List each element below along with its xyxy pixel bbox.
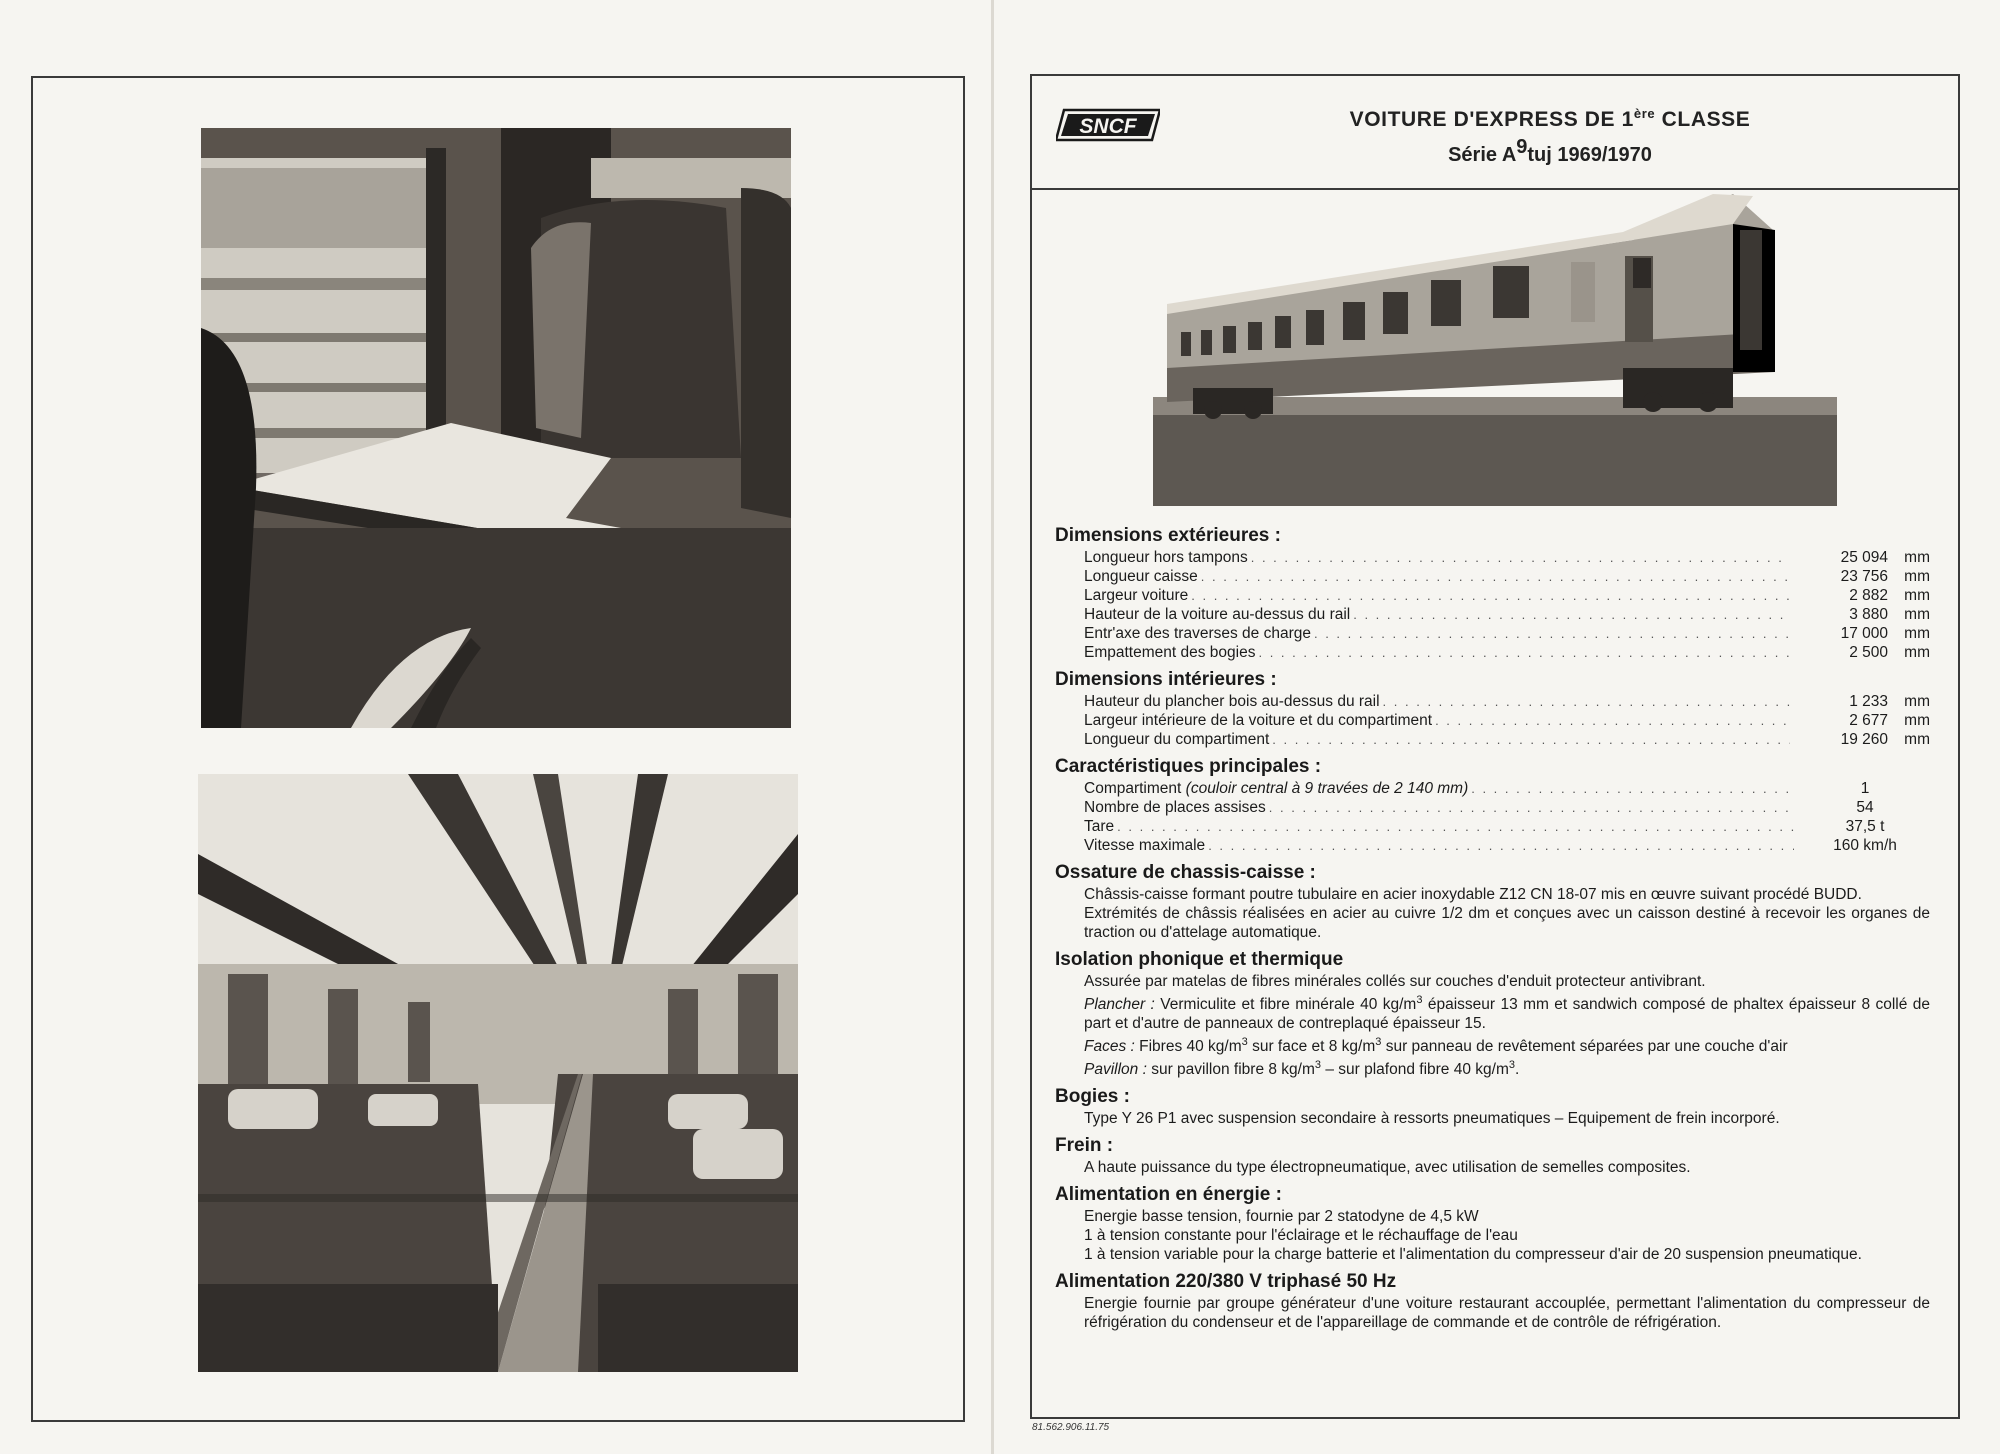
leader-dots [1272, 730, 1790, 749]
section-bogies [1055, 1085, 1930, 1128]
spec-unit: mm [1904, 712, 1930, 729]
section-title: Frein : [1055, 1135, 1114, 1157]
photo-interior-compartment [201, 128, 791, 728]
leader-dots [1117, 817, 1794, 836]
spec-label [1084, 779, 1471, 798]
spec-label: Tare [1084, 818, 1115, 835]
cube-exponent: 3 [1416, 994, 1423, 1006]
compartment-label: Compartiment [1084, 780, 1182, 797]
section-interior-dimensions [1055, 668, 1930, 749]
paragraph: Energie basse tension, fournie par 2 statodyne de 4,5 kW [1084, 1208, 1479, 1226]
spec-row [1084, 605, 1930, 624]
spec-row [1084, 624, 1930, 643]
spec-value: 3 880 [1849, 606, 1888, 623]
compartment-note: (couloir central à 9 travées de 2 140 mm) [1185, 780, 1469, 797]
paragraph-pavillon [1084, 1056, 1930, 1079]
spec-row [1084, 692, 1930, 711]
spec-label: Largeur voiture [1084, 587, 1189, 604]
spec-unit: mm [1904, 587, 1930, 604]
paragraph: 1 à tension variable pour la charge batterie et l'alimentation du compresseur d'air de 20 suspension pneumatique. [1084, 1246, 1862, 1264]
section-title: Dimensions extérieures : [1055, 525, 1281, 546]
leader-dots [1258, 643, 1790, 662]
paragraph: Type Y 26 P1 avec suspension secondaire à ressorts pneumatiques – Equipement de frein incorporé. [1084, 1110, 1780, 1128]
section-chassis-frame [1055, 861, 1930, 942]
cube-exponent: 3 [1241, 1036, 1248, 1049]
section-title: Alimentation 220/380 V triphasé 50 Hz [1055, 1271, 1397, 1293]
spec-value: 54 [1856, 799, 1874, 816]
title-superscript: ère [1633, 106, 1656, 121]
title-end: CLASSE [1655, 108, 1751, 131]
section-title: Bogies : [1055, 1086, 1130, 1108]
document-series [1300, 136, 1800, 167]
title-main: VOITURE D'EXPRESS DE 1 [1349, 108, 1634, 131]
spec-value: 19 260 [1840, 731, 1888, 748]
photo-exterior-coach [1153, 192, 1837, 506]
paragraph: Extrémités de châssis réalisées en acier au cuivre 1/2 dm et conçues avec un caisson destiné à recevoir les organes de traction ou d'attelage automatique. [1084, 905, 1930, 941]
pavillon-text: sur pavillon fibre 8 kg/m [1146, 1061, 1315, 1079]
cube-exponent: 3 [1375, 1036, 1382, 1049]
section-energy-supply [1055, 1183, 1930, 1264]
leader-dots [1314, 624, 1790, 643]
spec-value: 2 677 [1849, 712, 1888, 729]
spec-row [1084, 836, 1930, 855]
spec-unit: mm [1904, 731, 1930, 748]
spec-label: Vitesse maximale [1084, 837, 1206, 854]
leader-dots [1471, 779, 1794, 798]
pavillon-text: . [1514, 1061, 1520, 1079]
section-brake [1055, 1134, 1930, 1177]
spec-unit: mm [1904, 693, 1930, 710]
leader-dots [1383, 692, 1790, 711]
plancher-label: Plancher : [1084, 996, 1155, 1014]
spec-row [1084, 711, 1930, 730]
faces-text: sur panneau de revêtement séparées par une couche d'air [1381, 1038, 1788, 1056]
spec-unit: mm [1904, 568, 1930, 585]
spec-unit: mm [1904, 625, 1930, 642]
pavillon-label: Pavillon : [1084, 1061, 1147, 1079]
spec-value: 160 km/h [1833, 837, 1897, 854]
series-suffix: tuj 1969/1970 [1527, 144, 1652, 166]
spec-row [1084, 779, 1930, 798]
print-reference-code: 81.562.906.11.75 [1032, 1422, 1110, 1433]
spec-unit: mm [1904, 549, 1930, 566]
section-title: Caractéristiques principales : [1055, 756, 1322, 777]
spec-label: Largeur intérieure de la voiture et du compartiment [1084, 712, 1433, 729]
spec-label: Longueur caisse [1084, 568, 1198, 585]
paragraph: Châssis-caisse formant poutre tubulaire en acier inoxydable Z12 CN 18-07 mis en œuvre suivant procédé BUDD. [1084, 886, 1862, 903]
page-fold [991, 0, 994, 1454]
section-main-characteristics [1055, 755, 1930, 855]
section-three-phase-supply [1055, 1270, 1930, 1332]
spec-row [1084, 586, 1930, 605]
faces-text: sur face et 8 kg/m [1247, 1038, 1376, 1056]
spec-value: 17 000 [1840, 625, 1888, 642]
section-title: Ossature de chassis-caisse : [1055, 862, 1316, 883]
paragraph: Assurée par matelas de fibres minérales collés sur couches d'enduit protecteur antivibrant. [1084, 973, 1706, 990]
spec-value: 1 233 [1849, 693, 1888, 710]
spec-row [1084, 567, 1930, 586]
sncf-logo [1056, 108, 1160, 142]
spec-row [1084, 643, 1930, 662]
spec-value: 2 882 [1849, 587, 1888, 604]
faces-text: Fibres 40 kg/m [1134, 1038, 1242, 1056]
cube-exponent: 3 [1508, 1059, 1515, 1072]
spec-label: Entr'axe des traverses de charge [1084, 625, 1311, 642]
plancher-text: Vermiculite et fibre minérale 40 kg/m [1154, 996, 1417, 1014]
compartment-photo-drawing [201, 128, 791, 728]
spec-row [1084, 548, 1930, 567]
faces-label: Faces : [1084, 1038, 1135, 1056]
spec-label: Longueur hors tampons [1084, 549, 1248, 566]
coach-photo-drawing [1153, 192, 1837, 506]
sncf-logo-text: SNCF [1079, 115, 1137, 138]
paragraph-faces [1084, 1033, 1930, 1056]
spec-value: 1 [1860, 780, 1870, 797]
spec-label: Hauteur de la voiture au-dessus du rail [1084, 606, 1351, 623]
section-title: Isolation phonique et thermique [1055, 949, 1344, 970]
spec-label: Empattement des bogies [1084, 644, 1256, 661]
spec-value: 2 500 [1849, 644, 1888, 661]
leader-dots [1201, 567, 1790, 586]
spec-value: 37,5 t [1845, 818, 1885, 835]
document-title [1300, 106, 1800, 132]
paragraph-plancher [1084, 991, 1930, 1033]
spec-label: Nombre de places assises [1084, 799, 1266, 816]
series-superscript: 9 [1516, 136, 1528, 158]
cube-exponent: 3 [1314, 1059, 1322, 1072]
section-title: Dimensions intérieures : [1055, 669, 1277, 690]
paragraph: Energie fournie par groupe générateur d'une voiture restaurant accouplée, permettant l'alimentation du compresseur de réfrigération du condenseur et de l'appareillage de commande et de contrôle de réfrigération. [1084, 1295, 1930, 1332]
spec-label: Hauteur du plancher bois au-dessus du rail [1084, 693, 1380, 710]
leader-dots [1269, 798, 1794, 817]
spec-row [1084, 817, 1930, 836]
leader-dots [1435, 711, 1790, 730]
section-exterior-dimensions [1055, 524, 1930, 662]
spec-value: 25 094 [1840, 549, 1888, 566]
spec-label: Longueur du compartiment [1084, 731, 1270, 748]
header-divider [1030, 188, 1960, 190]
leader-dots [1208, 836, 1794, 855]
spec-unit: mm [1904, 606, 1930, 623]
photo-interior-aisle [198, 774, 798, 1372]
leader-dots [1251, 548, 1790, 567]
specifications [1055, 524, 1930, 1338]
pavillon-text: – sur plafond fibre 40 kg/m [1321, 1061, 1509, 1079]
spec-value: 23 756 [1840, 568, 1888, 585]
leader-dots [1191, 586, 1790, 605]
series-prefix: Série A [1448, 144, 1517, 166]
leader-dots [1353, 605, 1790, 624]
paragraph: A haute puissance du type électropneumatique, avec utilisation de semelles composites. [1084, 1159, 1691, 1177]
aisle-photo-drawing [198, 774, 798, 1372]
spec-row [1084, 798, 1930, 817]
spec-unit: mm [1904, 644, 1930, 661]
plancher-text: épaisseur 13 mm et sandwich composé de phaltex épaisseur 8 collé de part et d'autre de panneaux de contreplaqué épaisseur 15. [1084, 996, 1930, 1033]
section-insulation [1055, 948, 1930, 1079]
section-title: Alimentation en énergie : [1055, 1184, 1282, 1206]
spec-row [1084, 730, 1930, 749]
paragraph: 1 à tension constante pour l'éclairage et le réchauffage de l'eau [1084, 1227, 1518, 1245]
